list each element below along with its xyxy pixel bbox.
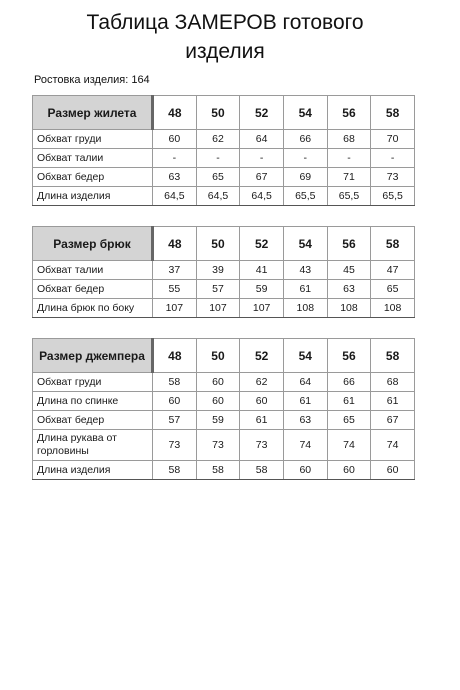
measurement-value: 57 (196, 280, 240, 299)
page-title-line-1: Таблица ЗАМЕРОВ готового (86, 11, 364, 34)
measurement-value: 58 (240, 461, 284, 480)
measurement-value: 73 (196, 430, 240, 461)
size-header: 54 (283, 227, 327, 261)
measurement-value: - (240, 149, 284, 168)
measurement-value: 68 (327, 130, 371, 149)
jumper-size-table (32, 338, 415, 480)
measurement-value: 60 (196, 373, 240, 392)
table-row (33, 187, 415, 206)
table-row (33, 280, 415, 299)
measurement-label: Обхват груди (33, 373, 153, 392)
table-row (33, 461, 415, 480)
measurement-value: 61 (283, 392, 327, 411)
measurement-value: 73 (371, 168, 415, 187)
measurement-value: 45 (327, 261, 371, 280)
measurement-value: 64,5 (196, 187, 240, 206)
table-row (33, 430, 415, 461)
size-header: 48 (153, 227, 197, 261)
measurement-value: 68 (371, 373, 415, 392)
measurement-value: 108 (327, 299, 371, 318)
measurement-value: 61 (327, 392, 371, 411)
measurement-value: 47 (371, 261, 415, 280)
table-row (33, 299, 415, 318)
measurement-value: - (283, 149, 327, 168)
measurement-value: - (153, 149, 197, 168)
measurement-value: 58 (153, 373, 197, 392)
measurement-value: 63 (153, 168, 197, 187)
table-row (33, 168, 415, 187)
trousers-size-table (32, 226, 415, 318)
measurement-value: 60 (283, 461, 327, 480)
size-header: 56 (327, 96, 371, 130)
measurement-value: 107 (196, 299, 240, 318)
measurement-value: 107 (153, 299, 197, 318)
measurement-label: Обхват груди (33, 130, 153, 149)
table-row (33, 261, 415, 280)
table-header-row (33, 339, 415, 373)
measurement-value: 60 (327, 461, 371, 480)
measurement-value: 58 (196, 461, 240, 480)
measurement-value: 74 (371, 430, 415, 461)
measurement-value: 65 (327, 411, 371, 430)
table-header-name: Размер жилета (33, 96, 153, 130)
measurement-value: 65 (196, 168, 240, 187)
measurement-value: 60 (153, 130, 197, 149)
measurement-value: 64,5 (240, 187, 284, 206)
measurement-label: Длина брюк по боку (33, 299, 153, 318)
size-header: 56 (327, 339, 371, 373)
size-header: 52 (240, 227, 284, 261)
size-header: 58 (371, 339, 415, 373)
measurement-value: 66 (283, 130, 327, 149)
measurement-value: 60 (240, 392, 284, 411)
page-title (60, 8, 390, 66)
table-header-row (33, 96, 415, 130)
measurement-value: 65,5 (327, 187, 371, 206)
measurement-value: 58 (153, 461, 197, 480)
measurement-label: Длина рукава от горловины (33, 430, 153, 461)
measurement-value: 39 (196, 261, 240, 280)
measurement-value: 63 (283, 411, 327, 430)
size-header: 50 (196, 227, 240, 261)
measurement-value: 60 (371, 461, 415, 480)
measurement-value: 67 (371, 411, 415, 430)
size-header: 50 (196, 96, 240, 130)
measurement-value: 55 (153, 280, 197, 299)
height-label: Ростовка изделия: 164 (34, 74, 150, 86)
measurement-value: 73 (153, 430, 197, 461)
table-row (33, 149, 415, 168)
size-header: 54 (283, 96, 327, 130)
measurement-value: 64 (240, 130, 284, 149)
size-header: 56 (327, 227, 371, 261)
measurement-value: 67 (240, 168, 284, 187)
measurement-value: 64,5 (153, 187, 197, 206)
measurement-value: 60 (153, 392, 197, 411)
measurement-value: 61 (371, 392, 415, 411)
measurement-value: 66 (327, 373, 371, 392)
size-header: 50 (196, 339, 240, 373)
size-header: 48 (153, 96, 197, 130)
size-header: 52 (240, 339, 284, 373)
measurement-value: 73 (240, 430, 284, 461)
measurement-value: 61 (283, 280, 327, 299)
table-header-name: Размер джемпера (33, 339, 153, 373)
vest-size-table (32, 95, 415, 206)
size-header: 48 (153, 339, 197, 373)
measurement-value: 62 (240, 373, 284, 392)
measurement-label: Обхват бедер (33, 280, 153, 299)
measurement-value: 65 (371, 280, 415, 299)
measurement-value: - (196, 149, 240, 168)
table-row (33, 373, 415, 392)
measurement-value: 60 (196, 392, 240, 411)
measurement-value: 61 (240, 411, 284, 430)
measurement-value: 59 (196, 411, 240, 430)
page-title-line-2: изделия (185, 40, 265, 63)
measurement-label: Обхват талии (33, 261, 153, 280)
measurement-value: 64 (283, 373, 327, 392)
measurement-value: 62 (196, 130, 240, 149)
measurement-value: 63 (327, 280, 371, 299)
measurement-value: 59 (240, 280, 284, 299)
measurement-label: Обхват бедер (33, 411, 153, 430)
measurement-label: Длина изделия (33, 461, 153, 480)
measurement-value: 57 (153, 411, 197, 430)
size-header: 54 (283, 339, 327, 373)
measurement-value: 41 (240, 261, 284, 280)
measurement-label: Длина изделия (33, 187, 153, 206)
measurement-label: Обхват талии (33, 149, 153, 168)
measurement-value: 43 (283, 261, 327, 280)
measurement-value: 69 (283, 168, 327, 187)
size-header: 58 (371, 227, 415, 261)
measurement-value: 70 (371, 130, 415, 149)
measurement-value: 65,5 (371, 187, 415, 206)
measurement-value: 74 (283, 430, 327, 461)
measurement-value: 71 (327, 168, 371, 187)
measurement-value: 108 (283, 299, 327, 318)
table-header-row (33, 227, 415, 261)
measurement-value: - (327, 149, 371, 168)
measurement-value: 37 (153, 261, 197, 280)
measurement-value: 107 (240, 299, 284, 318)
table-row (33, 392, 415, 411)
measurement-value: - (371, 149, 415, 168)
measurement-label: Длина по спинке (33, 392, 153, 411)
size-header: 52 (240, 96, 284, 130)
table-row (33, 130, 415, 149)
size-header: 58 (371, 96, 415, 130)
measurement-value: 108 (371, 299, 415, 318)
table-row (33, 411, 415, 430)
measurement-value: 74 (327, 430, 371, 461)
measurement-label: Обхват бедер (33, 168, 153, 187)
measurement-value: 65,5 (283, 187, 327, 206)
table-header-name: Размер брюк (33, 227, 153, 261)
